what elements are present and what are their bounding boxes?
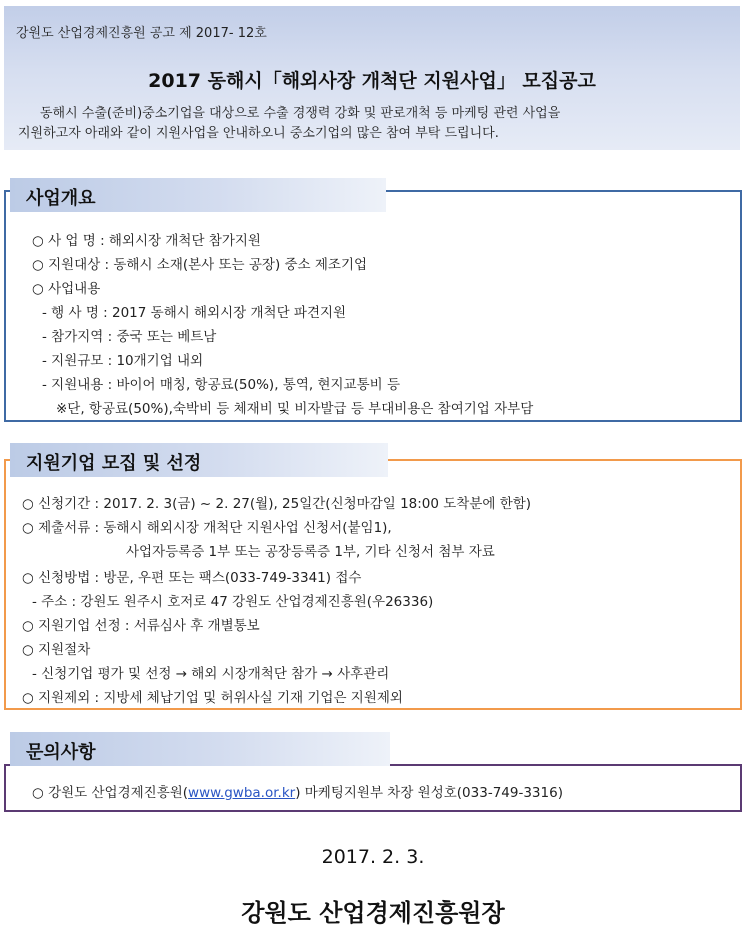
overview-line-2: ○ 지원대상 : 동해시 소재(본사 또는 공장) 중소 제조기업: [32, 257, 368, 273]
recruit-line-8: - 신청기업 평가 및 선정 → 해외 시장개척단 참가 → 사후관리: [32, 666, 390, 682]
recruit-line-6: ○ 지원기업 선정 : 서류심사 후 개별통보: [22, 618, 260, 634]
overview-line-5: - 참가지역 : 중국 또는 베트남: [42, 329, 217, 345]
recruit-line-7: ○ 지원절차: [22, 642, 91, 658]
notice-date: 2017. 2. 3.: [321, 846, 425, 868]
page-title: 2017 동해시「해외사장 개척단 지원사업」 모집공고: [148, 70, 596, 92]
recruit-line-2: ○ 제출서류 : 동해시 해외시장 개척단 지원사업 신청서(붙임1),: [22, 520, 392, 536]
intro-line-2: 지원하고자 아래와 같이 지원사업을 안내하오니 중소기업의 많은 참여 부탁 드립니다.: [18, 126, 499, 141]
recruit-line-4: ○ 신청방법 : 방문, 우편 또는 팩스(033-749-3341) 접수: [22, 570, 362, 586]
section-contact-title: 문의사항: [26, 742, 96, 763]
overview-line-3: ○ 사업내용: [32, 281, 101, 297]
section-overview-title-bar: [10, 178, 386, 212]
section-overview-title: 사업개요: [26, 188, 96, 209]
notice-number: 강원도 산업경제진흥원 공고 제 2017- 12호: [16, 26, 267, 41]
recruit-line-3: 사업자등록증 1부 또는 공장등록증 1부, 기타 신청서 첨부 자료: [126, 544, 495, 560]
overview-line-6: - 지원규모 : 10개기업 내외: [42, 353, 204, 369]
section-recruit-title: 지원기업 모집 및 선정: [26, 453, 202, 474]
contact-suffix: ) 마케팅지원부 차장 원성호(033-749-3316): [295, 785, 563, 801]
overview-line-4: - 행 사 명 : 2017 동해시 해외시장 개척단 파견지원: [42, 305, 347, 321]
intro-text: [18, 104, 730, 144]
contact-prefix: ○ 강원도 산업경제진흥원(: [32, 785, 189, 801]
recruit-line-9: ○ 지원제외 : 지방세 체납기업 및 허위사실 기재 기업은 지원제외: [22, 690, 403, 706]
section-recruit-title-bar: [10, 443, 388, 477]
website-link[interactable]: www.gwba.or.kr: [188, 785, 296, 801]
issuing-organization: 강원도 산업경제진흥원장: [241, 899, 505, 927]
overview-line-7: - 지원내용 : 바이어 매칭, 항공료(50%), 통역, 현지교통비 등: [42, 377, 400, 393]
intro-line-1: 동해시 수출(준비)중소기업을 대상으로 수출 경쟁력 강화 및 판로개척 등 마케팅 관련 사업을: [40, 106, 561, 121]
section-contact-title-bar: [10, 732, 390, 766]
overview-note: ※단, 항공료(50%),숙박비 등 체재비 및 비자발급 등 부대비용은 참여기업 자부담: [56, 401, 534, 417]
contact-line: [32, 781, 563, 801]
overview-line-1: ○ 사 업 명 : 해외시장 개척단 참가지원: [32, 233, 261, 249]
notice-header: [4, 6, 740, 150]
recruit-line-5: - 주소 : 강원도 원주시 호저로 47 강원도 산업경제진흥원(우26336): [32, 594, 434, 610]
recruit-line-1: ○ 신청기간 : 2017. 2. 3(금) ~ 2. 27(월), 25일간(신청마감일 18:00 도착분에 한함): [22, 496, 532, 512]
